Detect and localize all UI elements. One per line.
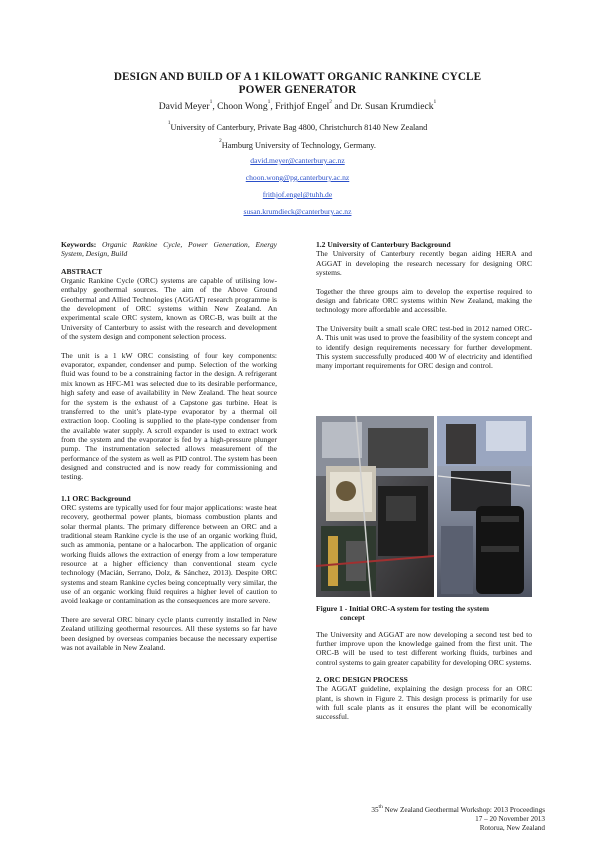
page-footer — [371, 806, 545, 832]
body-paragraph: The AGGAT guideline, explaining the design process for an ORC plant, is shown in Figure 2. This design process is primarily for use with full scale plants as it ensures the plant will be economically successful. — [316, 684, 532, 722]
author: Choon Wong$^1$, — [217, 99, 276, 112]
affiliation-1: $^1$University of Canterbury, Private Bag 4800, Christchurch 8140 New Zealand — [167, 120, 428, 132]
abstract-paragraph: The unit is a 1 kW ORC consisting of four key components: evaporator, expander, condenser and pump. Selection of the working fluid was found to be a constraining factor in the design. A refrigerant mix known as HFC-M1 was selected due to its desirable performance, high safety and ease of availability in New Zealand. The heat source for the system is the exhaust of a Capstone gas turbine. Heat is transferred to the unit’s plate-type evaporator by a thermal oil extraction loop. Cooling is supplied to the plate-type condenser from the available water supply. A scroll expander is used to extract work from the system and the evaporator is fed by a high-pressure plunger pump. The instrumentation selected allows measurement of the performance of the system as well as PID control. The system has been designed and constructed and is now ready for commissioning and testing. — [61, 350, 277, 482]
body-paragraph: Together the three groups aim to develop the expertise required to design and fabricate ORC systems within New Zealand, making the technology more affordable and accessible. — [316, 286, 532, 315]
footer-workshop: 35th New Zealand Geothermal Workshop: 2013 Proceedings — [371, 804, 545, 814]
author-list — [40, 101, 555, 113]
footer-dates: 17 – 20 November 2013 — [475, 814, 545, 823]
affiliation-2: $^2$Hamburg University of Technology, Germany. — [218, 138, 376, 150]
abstract-heading: ABSTRACT — [61, 266, 103, 276]
right-column-top — [316, 240, 532, 371]
author: Dr. Susan Krumdieck$^1$ — [350, 99, 437, 112]
left-column — [61, 240, 277, 652]
paper-title — [40, 71, 555, 97]
right-column-bottom — [316, 604, 532, 722]
body-paragraph: The University of Canterbury recently began aiding HERA and AGGAT in developing the research necessary for designing ORC systems. — [316, 249, 532, 278]
title-line-2: POWER GENERATOR — [238, 84, 357, 96]
section-heading: 2. ORC DESIGN PROCESS — [316, 675, 408, 685]
footer-place: Rotorua, New Zealand — [479, 823, 545, 832]
body-paragraph: The University and AGGAT are now developing a second test bed to further improve upon the knowledge gained from the first unit. The ORC-B will be used to test different working fluids, turbines and control systems to gain greater capability for developing ORC systems. — [316, 629, 532, 667]
email-link[interactable]: david.meyer@canterbury.ac.nz — [250, 156, 345, 165]
email-link[interactable]: frithjof.engel@tuhh.de — [262, 190, 333, 199]
author: David Meyer$^1$, — [158, 99, 218, 112]
body-paragraph: There are several ORC binary cycle plants currently installed in New Zealand utilizing geothermal resources. All these systems so far have been designed by overseas companies because the necessary expertise was not available in New Zealand. — [61, 615, 277, 653]
figure-1-photo — [316, 416, 532, 597]
author: Frithjof Engel$^2$ and — [275, 99, 351, 112]
body-paragraph: The University built a small scale ORC test-bed in 2012 named ORC-A. This unit was used to prove the feasibility of the system concept and to identify design requirements necessary for further development. This system successfully produced 400 W of electricity and identified many important requirements for ORC design and control. — [316, 324, 532, 371]
section-heading: 1.2 University of Canterbury Background — [316, 240, 451, 249]
email-link[interactable]: choon.wong@pg.canterbury.ac.nz — [245, 173, 350, 182]
email-link[interactable]: susan.krumdieck@canterbury.ac.nz — [243, 207, 352, 216]
abstract-paragraph: Organic Rankine Cycle (ORC) systems are capable of utilising low-enthalpy geothermal sources. The aim of the Above Ground Geothermal and Allied Technologies (AGGAT) research programme is the development of ORC systems within New Zealand. An experimental scale ORC system, known as ORC-B, was built at the University of Canterbury to assist with the research and development of the system design and component selection process. — [61, 276, 277, 342]
keywords: Keywords: Organic Rankine Cycle, Power Generation, Energy System, Design, Build — [61, 240, 278, 259]
figure-1-caption: Figure 1 - Initial ORC-A system for testing the system concept — [316, 604, 490, 623]
section-heading: 1.1 ORC Background — [61, 493, 131, 503]
title-line-1: DESIGN AND BUILD OF A 1 KILOWATT ORGANIC RANKINE CYCLE — [113, 71, 482, 83]
body-paragraph: ORC systems are typically used for four major applications: waste heat recovery, geothermal power plants, biomass combustion plants and solar thermal plants. The primary difference between an ORC and a traditional steam Rankine cycle is the use of an organic working fluid, such as ammonia, pentane or a halocarbon. The application of organic working fluids allows the extraction of energy from a low temperature resource at a higher efficiency than conventional steam cycle technology (Macián, Serrano, Dolz, & Sánchez, 2013). Despite ORC systems and steam Rankine cycles being conceptually very similar, the use of an organic working fluid requires a higher level of caution to avoid leakage or contamination as the consequences are more severe. — [61, 502, 277, 606]
